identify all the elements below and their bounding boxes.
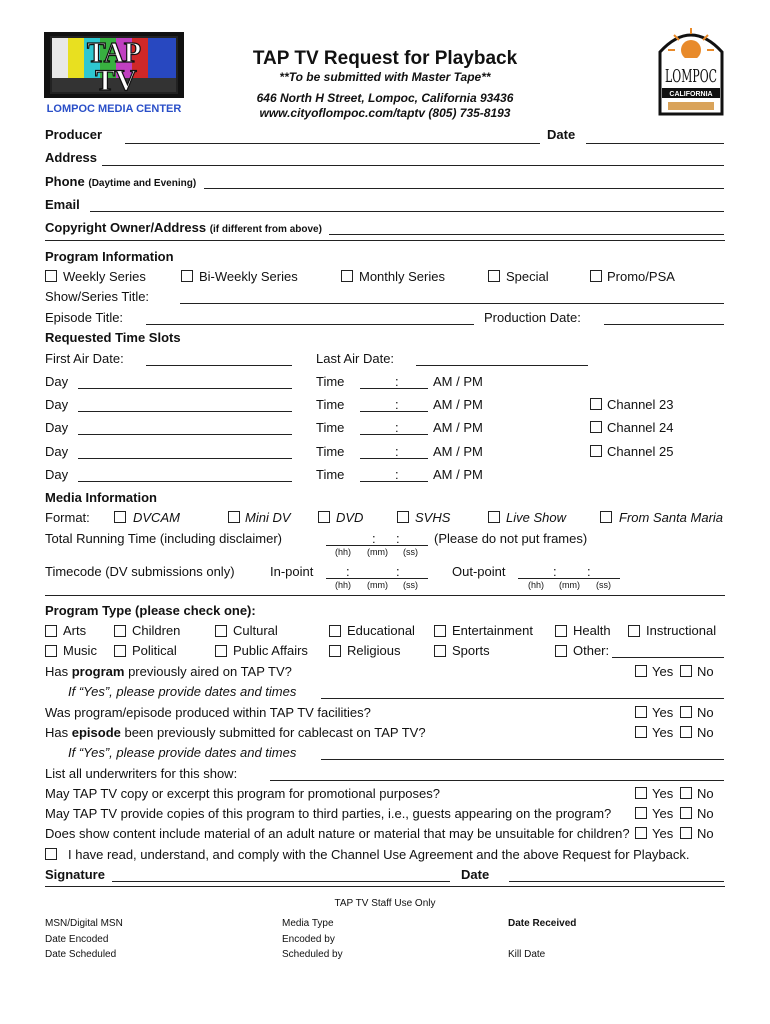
staff-heading: TAP TV Staff Use Only xyxy=(334,898,436,909)
center-contact: www.cityoflompoc.com/taptv (805) 735-8193 xyxy=(259,106,511,120)
sports-label: Sports xyxy=(452,643,490,658)
rt-mm: (mm) xyxy=(367,547,388,557)
program-heading: Program Information xyxy=(45,249,174,264)
public-affairs-checkbox[interactable] xyxy=(215,645,227,657)
in-ss: (ss) xyxy=(403,580,418,590)
channel-25-label: Channel 25 xyxy=(607,444,674,459)
ampm-label: AM / PM xyxy=(433,420,483,435)
form-title: TAP TV Request for Playback xyxy=(252,48,518,69)
promo-psa-label: Promo/PSA xyxy=(607,269,675,284)
q2-no-checkbox[interactable] xyxy=(680,706,692,718)
address-label: Address xyxy=(45,150,98,165)
agreement-label: I have read, understand, and comply with the Channel Use Agreement and the above Request for Playback. xyxy=(68,847,690,862)
staff-date-received: Date Received xyxy=(508,918,577,929)
out-ss: (ss) xyxy=(596,580,611,590)
q4-no-label: No xyxy=(697,786,714,801)
day-label: Day xyxy=(45,397,69,412)
biweekly-series-checkbox[interactable] xyxy=(181,270,193,282)
day-label: Day xyxy=(45,420,69,435)
last-air-label: Last Air Date: xyxy=(316,351,395,366)
phone-field[interactable] xyxy=(204,188,724,189)
minidv-checkbox[interactable] xyxy=(228,511,240,523)
cultural-label: Cultural xyxy=(233,623,278,638)
signature-date-field[interactable] xyxy=(509,881,724,882)
day-label: Day xyxy=(45,374,69,389)
day-field[interactable] xyxy=(78,481,292,482)
children-checkbox[interactable] xyxy=(114,625,126,637)
first-air-label: First Air Date: xyxy=(45,351,124,366)
q3-no-label: No xyxy=(697,725,714,740)
episode-title-field[interactable] xyxy=(146,324,474,325)
out-point-field[interactable] xyxy=(518,578,620,579)
instructional-label: Instructional xyxy=(646,623,717,638)
health-checkbox[interactable] xyxy=(555,625,567,637)
out-colon-2: : xyxy=(587,564,591,579)
day-label: Day xyxy=(45,467,69,482)
staff-encoded-by: Encoded by xyxy=(282,934,335,945)
show-title-label: Show/Series Title: xyxy=(45,289,150,304)
time-colon: : xyxy=(395,374,399,389)
channel-24-label: Channel 24 xyxy=(607,420,674,435)
special-label: Special xyxy=(506,269,549,284)
music-checkbox[interactable] xyxy=(45,645,57,657)
signature-field[interactable] xyxy=(112,881,450,882)
rt-hh: (hh) xyxy=(335,547,352,557)
form-subtitle: **To be submitted with Master Tape** xyxy=(279,70,491,84)
producer-label: Producer xyxy=(45,127,103,142)
q6-yes-label: Yes xyxy=(652,826,674,841)
political-label: Political xyxy=(132,643,177,658)
children-label: Children xyxy=(132,623,181,638)
underwriters-field[interactable] xyxy=(270,780,724,781)
santa-maria-label: From Santa Maria xyxy=(619,510,724,525)
ampm-label: AM / PM xyxy=(433,467,483,482)
monthly-series-label: Monthly Series xyxy=(359,269,445,284)
weekly-series-checkbox[interactable] xyxy=(45,270,57,282)
dvd-checkbox[interactable] xyxy=(318,511,330,523)
q1-yes-checkbox[interactable] xyxy=(635,665,647,677)
type-heading: Program Type (please check one): xyxy=(45,603,256,618)
time-label: Time xyxy=(316,444,345,459)
rt-colon-2: : xyxy=(396,531,400,546)
signature-date-label: Date xyxy=(461,867,490,882)
other-label: Other: xyxy=(573,643,610,658)
time-field[interactable] xyxy=(360,388,428,389)
q3-no-checkbox[interactable] xyxy=(680,726,692,738)
out-point-label: Out-point xyxy=(452,564,506,579)
q2-no-label: No xyxy=(697,705,714,720)
q-third-parties: May TAP TV provide copies of this program to third parties, i.e., guests appearing on the program? xyxy=(45,806,612,821)
in-colon-1: : xyxy=(346,564,350,579)
day-field[interactable] xyxy=(78,434,292,435)
email-field[interactable] xyxy=(90,211,724,212)
live-show-label: Live Show xyxy=(506,510,566,525)
in-mm: (mm) xyxy=(367,580,388,590)
q5-yes-checkbox[interactable] xyxy=(635,807,647,819)
minidv-label: Mini DV xyxy=(245,510,291,525)
ampm-label: AM / PM xyxy=(433,374,483,389)
dvcam-label: DVCAM xyxy=(133,510,180,525)
entertainment-label: Entertainment xyxy=(452,623,533,638)
time-colon: : xyxy=(395,420,399,435)
q-produced-in-facilities: Was program/episode produced within TAP TV facilities? xyxy=(45,705,371,720)
media-heading: Media Information xyxy=(45,490,157,505)
out-mm: (mm) xyxy=(559,580,580,590)
q1-no-checkbox[interactable] xyxy=(680,665,692,677)
copyright-field[interactable] xyxy=(329,234,724,235)
date-field[interactable] xyxy=(586,143,724,144)
time-label: Time xyxy=(316,397,345,412)
channel-24-checkbox[interactable] xyxy=(590,421,602,433)
public-affairs-label: Public Affairs xyxy=(233,643,308,658)
q6-yes-checkbox[interactable] xyxy=(635,827,647,839)
political-checkbox[interactable] xyxy=(114,645,126,657)
show-title-field[interactable] xyxy=(180,303,724,304)
logo-tap-text: TAP xyxy=(87,38,141,69)
rt-ss: (ss) xyxy=(403,547,418,557)
time-field[interactable] xyxy=(360,458,428,459)
q4-yes-label: Yes xyxy=(652,786,674,801)
time-label: Time xyxy=(316,374,345,389)
crest-text: LOMPOC xyxy=(665,66,717,87)
q5-no-checkbox[interactable] xyxy=(680,807,692,819)
dvcam-checkbox[interactable] xyxy=(114,511,126,523)
q3-if-yes: If “Yes”, please provide dates and times xyxy=(68,745,297,760)
other-field[interactable] xyxy=(612,657,724,658)
time-field[interactable] xyxy=(360,481,428,482)
time-field[interactable] xyxy=(360,434,428,435)
svhs-label: SVHS xyxy=(415,510,451,525)
special-checkbox[interactable] xyxy=(488,270,500,282)
underwriters-label: List all underwriters for this show: xyxy=(45,766,238,781)
q-adult-content: Does show content include material of an adult nature or material that may be unsuitable for children? xyxy=(45,826,630,841)
religious-label: Religious xyxy=(347,643,401,658)
section-divider xyxy=(45,595,725,596)
address-field[interactable] xyxy=(102,165,724,166)
ampm-label: AM / PM xyxy=(433,397,483,412)
logo-tv-text: TV xyxy=(95,64,137,97)
q6-no-checkbox[interactable] xyxy=(680,827,692,839)
q3-yes-label: Yes xyxy=(652,725,674,740)
svhs-checkbox[interactable] xyxy=(397,511,409,523)
phone-note: (Daytime and Evening) xyxy=(88,178,197,189)
cultural-checkbox[interactable] xyxy=(215,625,227,637)
production-date-field[interactable] xyxy=(604,324,724,325)
q-previously-aired: Has program previously aired on TAP TV? xyxy=(45,664,292,679)
staff-media-type: Media Type xyxy=(282,918,334,929)
monthly-series-checkbox[interactable] xyxy=(341,270,353,282)
time-colon: : xyxy=(395,397,399,412)
in-point-label: In-point xyxy=(270,564,314,579)
production-date-label: Production Date: xyxy=(484,310,581,325)
rt-colon-1: : xyxy=(372,531,376,546)
q1-no-label: No xyxy=(697,664,714,679)
logo-text: LOMPOC MEDIA CENTER xyxy=(46,103,182,115)
santa-maria-checkbox[interactable] xyxy=(600,511,612,523)
live-show-checkbox[interactable] xyxy=(488,511,500,523)
running-time-field[interactable] xyxy=(326,545,428,546)
arts-checkbox[interactable] xyxy=(45,625,57,637)
time-field[interactable] xyxy=(360,411,428,412)
weekly-series-label: Weekly Series xyxy=(63,269,146,284)
promo-psa-checkbox[interactable] xyxy=(590,270,602,282)
channel-23-label: Channel 23 xyxy=(607,397,674,412)
religious-checkbox[interactable] xyxy=(329,645,341,657)
ampm-label: AM / PM xyxy=(433,444,483,459)
q-previously-submitted: Has episode been previously submitted for cablecast on TAP TV? xyxy=(45,725,426,740)
out-hh: (hh) xyxy=(528,580,545,590)
sports-checkbox[interactable] xyxy=(434,645,446,657)
channel-23-checkbox[interactable] xyxy=(590,398,602,410)
staff-date-encoded: Date Encoded xyxy=(45,934,109,945)
phone-label: Phone xyxy=(45,174,85,189)
agreement-checkbox[interactable] xyxy=(45,848,57,860)
q2-yes-label: Yes xyxy=(652,705,674,720)
timecode-label: Timecode (DV submissions only) xyxy=(45,564,235,579)
crest-sub: CALIFORNIA xyxy=(669,91,713,98)
q3-dates-field[interactable] xyxy=(321,759,724,760)
section-divider xyxy=(45,886,725,887)
day-field[interactable] xyxy=(78,411,292,412)
first-air-field[interactable] xyxy=(146,365,292,366)
staff-scheduled-by: Scheduled by xyxy=(282,949,343,960)
episode-title-label: Episode Title: xyxy=(45,310,124,325)
staff-msn: MSN/Digital MSN xyxy=(45,918,123,929)
q-promotional: May TAP TV copy or excerpt this program for promotional purposes? xyxy=(45,786,440,801)
date-label: Date xyxy=(547,127,576,142)
center-address: 646 North H Street, Lompoc, California 93436 xyxy=(256,91,514,105)
instructional-checkbox[interactable] xyxy=(628,625,640,637)
biweekly-series-label: Bi-Weekly Series xyxy=(199,269,298,284)
educational-label: Educational xyxy=(347,623,415,638)
q4-no-checkbox[interactable] xyxy=(680,787,692,799)
no-frames-note: (Please do not put frames) xyxy=(434,531,588,546)
staff-date-scheduled: Date Scheduled xyxy=(45,949,117,960)
q1-yes-label: Yes xyxy=(652,664,674,679)
day-label: Day xyxy=(45,444,69,459)
q5-no-label: No xyxy=(697,806,714,821)
time-label: Time xyxy=(316,467,345,482)
q5-yes-label: Yes xyxy=(652,806,674,821)
last-air-field[interactable] xyxy=(416,365,588,366)
educational-checkbox[interactable] xyxy=(329,625,341,637)
time-label: Time xyxy=(316,420,345,435)
day-field[interactable] xyxy=(78,388,292,389)
staff-kill-date: Kill Date xyxy=(508,949,546,960)
q6-no-label: No xyxy=(697,826,714,841)
day-field[interactable] xyxy=(78,458,292,459)
out-colon-1: : xyxy=(553,564,557,579)
in-colon-2: : xyxy=(396,564,400,579)
arts-label: Arts xyxy=(63,623,87,638)
copyright-label: Copyright Owner/Address xyxy=(45,220,207,235)
running-time-label: Total Running Time (including disclaimer) xyxy=(45,531,282,546)
entertainment-checkbox[interactable] xyxy=(434,625,446,637)
in-point-field[interactable] xyxy=(326,578,428,579)
dvd-label: DVD xyxy=(336,510,364,525)
format-label: Format: xyxy=(45,510,90,525)
time-colon: : xyxy=(395,444,399,459)
in-hh: (hh) xyxy=(335,580,352,590)
q4-yes-checkbox[interactable] xyxy=(635,787,647,799)
q2-yes-checkbox[interactable] xyxy=(635,706,647,718)
q3-yes-checkbox[interactable] xyxy=(635,726,647,738)
signature-label: Signature xyxy=(45,867,105,882)
q1-if-yes: If “Yes”, please provide dates and times xyxy=(68,684,297,699)
q1-dates-field[interactable] xyxy=(321,698,724,699)
copyright-note: (if different from above) xyxy=(209,224,322,235)
time-colon: : xyxy=(395,467,399,482)
other-checkbox[interactable] xyxy=(555,645,567,657)
slots-heading: Requested Time Slots xyxy=(45,330,181,345)
producer-field[interactable] xyxy=(125,143,540,144)
music-label: Music xyxy=(63,643,97,658)
email-label: Email xyxy=(45,197,80,212)
health-label: Health xyxy=(573,623,611,638)
channel-25-checkbox[interactable] xyxy=(590,445,602,457)
section-divider xyxy=(45,240,725,241)
